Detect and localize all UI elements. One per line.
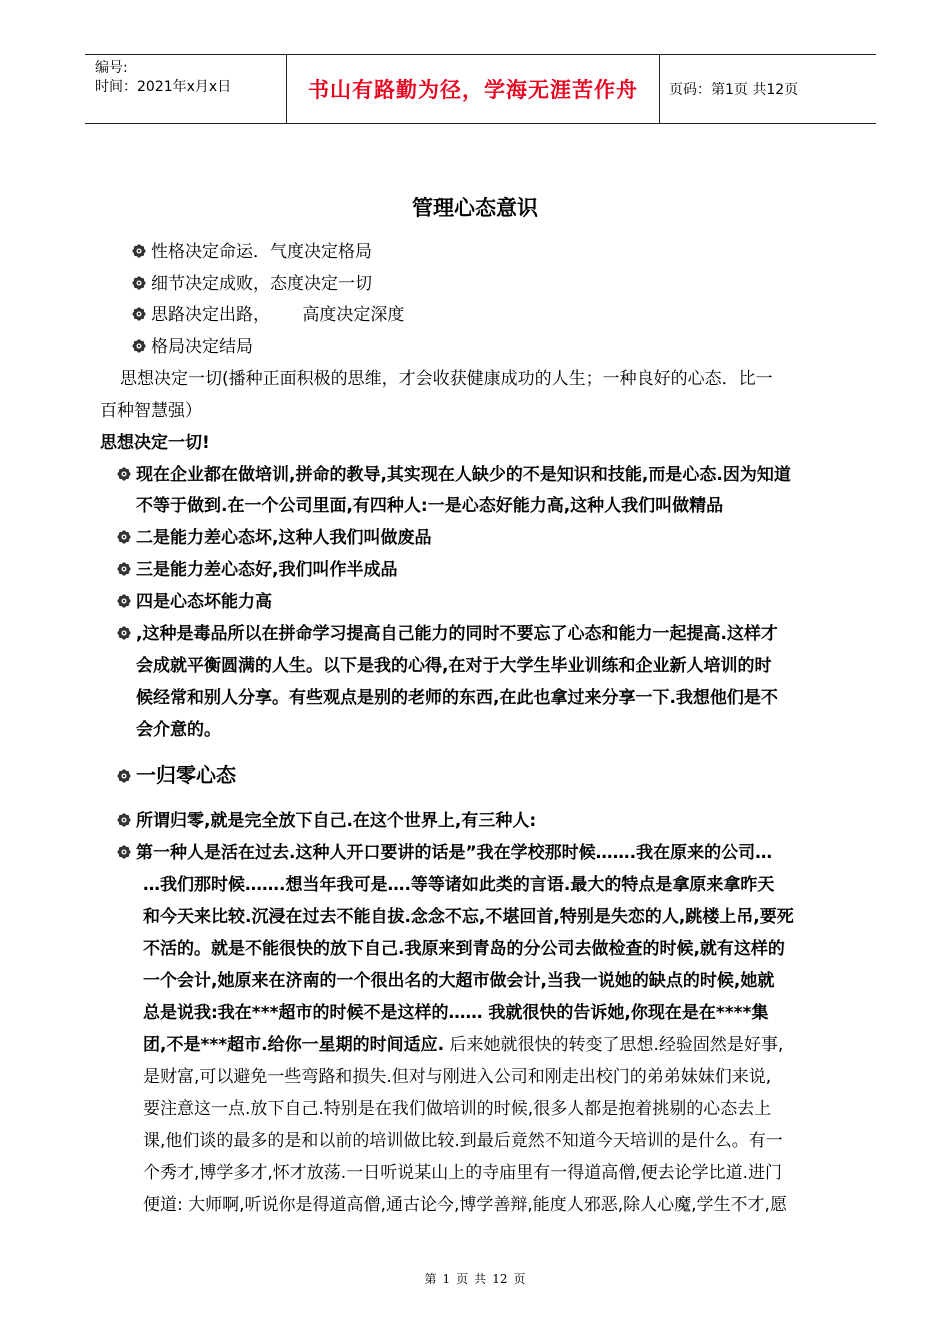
flower-bullet-icon: [132, 307, 146, 321]
list-item: ,这种是毒品所以在拼命学习提高自己能力的同时不要忘了心态和能力一起提高.这样才: [117, 619, 778, 650]
list-item: 三是能力差心态好,我们叫作半成品: [117, 555, 397, 586]
footer-total-pages: 12: [492, 1272, 508, 1286]
paragraph-line: 个秀才,博学多才,怀才放荡.一日听说某山上的寺庙里有一得道高僧,便去论学比道.进门: [143, 1163, 783, 1183]
flower-bullet-icon: [117, 626, 131, 640]
intro-paragraph-line: 百种智慧强）: [100, 401, 202, 421]
section-heading: 一归零心态: [117, 760, 236, 791]
page-footer: 第 1 页 共 12 页: [424, 1272, 526, 1286]
paragraph-line: 和今天来比较.沉浸在过去不能自拔.念念不忘,不堪回首,特别是失恋的人,跳楼上吊,要死: [143, 907, 794, 927]
paragraph-line: 不活的。就是不能很快的放下自己.我原来到青岛的分公司去做检查的时候,就有这样的: [143, 939, 785, 959]
section-heading: 思想决定一切!: [100, 433, 210, 453]
flower-bullet-icon: [117, 813, 131, 827]
intro-bullet: 性格决定命运．气度决定格局: [132, 237, 372, 268]
list-item: 所谓归零,就是完全放下自己.在这个世界上,有三种人:: [117, 806, 536, 837]
paragraph-line: 便道: 大师啊,听说你是得道高僧,通古论今,博学善辩,能度人邪恶,除人心魔,学生不才,愿: [143, 1195, 787, 1215]
header-motto: 书山有路勤为径，学海无涯苦作舟: [308, 78, 638, 102]
flower-bullet-icon: [132, 244, 146, 258]
list-item: 四是心态坏能力高: [117, 587, 272, 618]
time-label: 时间：2021年x月x日: [95, 79, 232, 95]
document-title: 管理心态意识: [412, 196, 538, 220]
list-item: 二是能力差心态坏,这种人我们叫做废品: [117, 523, 431, 554]
paragraph-line: 总是说我:我在***超市的时候不是这样的…… 我就很快的告诉她,你现在是在****集: [143, 1003, 769, 1023]
paragraph-line: …我们那时候…….想当年我可是….等等诸如此类的言语.最大的特点是拿原来拿昨天: [143, 875, 775, 895]
document-header: [85, 54, 876, 124]
header-meta: [95, 59, 285, 97]
paragraph-line: 要注意这一点.放下自己.特别是在我们做培训的时候,很多人都是抱着挑剔的心态去上: [143, 1099, 772, 1119]
flower-bullet-icon: [132, 276, 146, 290]
flower-bullet-icon: [117, 845, 131, 859]
paragraph-line: 一个会计,她原来在济南的一个很出名的大超市做会计,当我一说她的缺点的时候,她就: [143, 971, 775, 991]
list-item-continuation: 候经常和别人分享。有些观点是别的老师的东西,在此也拿过来分享一下.我想他们是不: [136, 688, 778, 708]
paragraph-line: 是财富,可以避免一些弯路和损失.但对与刚进入公司和刚走出校门的弟弟妹妹们来说,: [143, 1067, 772, 1087]
flower-bullet-icon: [117, 530, 131, 544]
list-item-continuation: 会介意的。: [136, 720, 221, 740]
flower-bullet-icon: [117, 467, 131, 481]
paragraph-line: 第一种人是活在过去.这种人开口要讲的话是”我在学校那时候…….我在原来的公司…: [117, 838, 772, 869]
paragraph-line: 课,他们谈的最多的是和以前的培训做比较.到最后竟然不知道今天培训的是什么。有一: [143, 1131, 783, 1151]
flower-bullet-icon: [132, 339, 146, 353]
list-item-continuation: 会成就平衡圆满的人生。以下是我的心得,在对于大学生毕业训练和企业新人培训的时: [136, 656, 772, 676]
list-item-continuation: 不等于做到.在一个公司里面,有四种人:一是心态好能力高,这种人我们叫做精品: [136, 496, 724, 516]
intro-bullet: 思路决定出路， 高度决定深度: [132, 300, 404, 331]
number-label: 编号:: [95, 60, 128, 76]
header-page-info: 页码：第1页 共12页: [669, 82, 799, 98]
flower-bullet-icon: [117, 594, 131, 608]
intro-bullet: 格局决定结局: [132, 332, 253, 363]
paragraph-line: 团,不是***超市.给你一星期的时间适应. 后来她就很快的转变了思想.经验固然是好事,: [143, 1035, 784, 1055]
header-divider: [659, 55, 660, 123]
list-item: 现在企业都在做培训,拼命的教导,其实现在人缺少的不是知识和技能,而是心态.因为知道: [117, 460, 791, 491]
footer-page-number: 1: [442, 1272, 451, 1286]
intro-paragraph-line: 思想决定一切(播种正面积极的思维，才会收获健康成功的人生；一种良好的心态．比一: [120, 369, 773, 389]
flower-bullet-icon: [117, 562, 131, 576]
flower-bullet-icon: [117, 769, 131, 783]
intro-bullet: 细节决定成败，态度决定一切: [132, 269, 372, 300]
